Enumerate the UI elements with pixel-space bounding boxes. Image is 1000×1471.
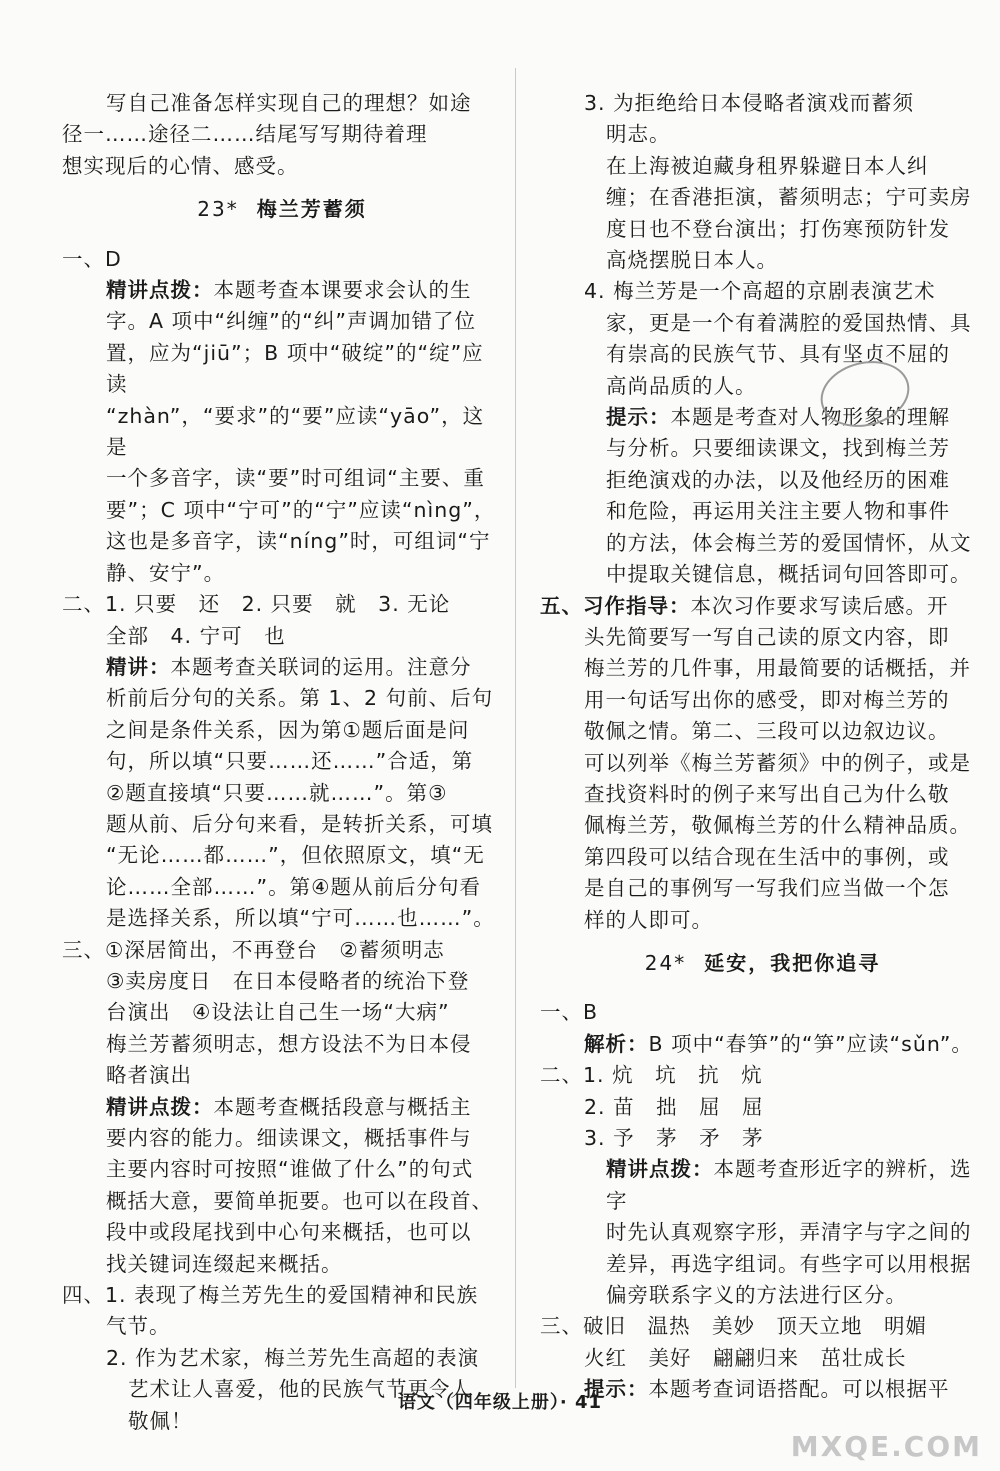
explain-text: 段中或段尾找到中心句来概括，也可以 bbox=[106, 1220, 472, 1245]
q2-answer: 全部 4. 宁可 也 bbox=[106, 623, 286, 648]
q3-answer: 梅兰芳蓄须明志，想方设法不为日本侵 bbox=[106, 1031, 472, 1056]
tip-text: 的方法，体会梅兰芳的爱国情怀，从文 bbox=[606, 530, 972, 555]
q5-text: 梅兰芳的几件事，用最简要的话概括，并 bbox=[584, 656, 971, 681]
q5-text: 敬佩之情。第二、三段可以边叙边议。 bbox=[584, 719, 950, 744]
explain-text: 论……全部……”。第④题从前后分句看 bbox=[106, 874, 481, 899]
q4-answer: 2. 作为艺术家，梅兰芳先生高超的表演 bbox=[106, 1345, 480, 1370]
s24-q2-answer: 二、1. 炕 坑 抗 炕 bbox=[540, 1063, 763, 1088]
q5-text: 是自己的事例写一写我们应当做一个怎 bbox=[584, 876, 950, 901]
q3-answer: 台演出 ④设法让自己生一场“大病” bbox=[106, 1000, 450, 1025]
s24-q2-answer: 3. 予 茅 矛 茅 bbox=[584, 1126, 764, 1150]
explain-label: 精讲： bbox=[106, 654, 171, 679]
tip-label: 提示： bbox=[584, 1377, 649, 1402]
tip-text: 与分析。只要细读课文，找到梅兰芳 bbox=[606, 436, 950, 461]
q2-answer: 二、1. 只要 还 2. 只要 就 3. 无论 bbox=[62, 592, 451, 617]
explain-label: 精讲点拨： bbox=[606, 1157, 714, 1182]
q5-text: 可以列举《梅兰芳蓄须》中的例子，或是 bbox=[584, 750, 971, 775]
explain-text: “无论……都……”，但依照原文，填“无 bbox=[106, 843, 485, 868]
tip-text: 本题考查词语搭配。可以根据平 bbox=[648, 1377, 950, 1402]
q3-answer: ③卖房度日 在日本侵略者的统治下登 bbox=[106, 968, 470, 993]
q4-3-answer: 缠；在香港拒演，蓄须明志；宁可卖房 bbox=[606, 185, 972, 210]
q3-answer: 三、①深居简出，不再登台 ②蓄须明志 bbox=[62, 937, 445, 962]
section-title-23 bbox=[62, 194, 502, 225]
q4-4-answer: 家，更是一个有着满腔的爱国热情、具 bbox=[606, 310, 972, 335]
page-footer: 语文（四年级上册）· 41 bbox=[397, 1392, 603, 1413]
explain-text: 字。A 项中“纠缠”的“纠”声调加错了位 bbox=[106, 309, 477, 334]
explain-text: 时先认真观察字形，弄清字与字之间的 bbox=[606, 1220, 972, 1245]
explain-text: 句，所以填“只要……还……”合适，第 bbox=[106, 749, 474, 774]
q4-3-answer: 3. 为拒绝给日本侵略者演戏而蓄须 bbox=[584, 91, 915, 115]
section-title: 延安，我把你追寻 bbox=[704, 950, 881, 975]
analysis-text: B 项中“春笋”的“笋”应读“sǔn”。 bbox=[648, 1031, 973, 1056]
section-number: 23* bbox=[197, 197, 239, 222]
q4-3-answer: 高烧摆脱日本人。 bbox=[606, 248, 778, 273]
q5-text: 用一句话写出你的感受，即对梅兰芳的 bbox=[584, 687, 950, 712]
explain-text: 之间是条件关系，因为第①题后面是问 bbox=[106, 717, 470, 742]
q1-answer: 一、D bbox=[62, 246, 122, 271]
explain-label: 精讲点拨： bbox=[106, 1094, 214, 1119]
q4-4-answer: 高尚品质的人。 bbox=[606, 373, 757, 398]
s24-q3-answer: 三、破旧 温热 美妙 顶天立地 明媚 bbox=[540, 1314, 927, 1339]
explain-text: 本题考查形近字的辨析，选字 bbox=[606, 1157, 972, 1213]
explain-text: 静、安宁”。 bbox=[106, 560, 226, 585]
tip-text: 拒绝演戏的办法，以及他经历的困难 bbox=[606, 467, 950, 492]
analysis-label: 解析： bbox=[584, 1031, 649, 1056]
explain-text: 要”；C 项中“宁可”的“宁”应读“nìng”， bbox=[106, 497, 496, 522]
tip-text: 和危险，再运用关注主要人物和事件 bbox=[606, 499, 950, 524]
explain-text: 一个多音字，读“要”时可组词“主要、重 bbox=[106, 466, 485, 491]
q5-text: 佩梅兰芳，敬佩梅兰芳的什么精神品质。 bbox=[584, 813, 971, 838]
explain-text: 差异，再选字组词。有些字可以用根据 bbox=[606, 1251, 972, 1276]
tip-text: 本题是考查对人物形象的理解 bbox=[670, 405, 950, 430]
explain-text: 析前后分句的关系。第 1、2 句前、后句 bbox=[106, 686, 494, 711]
q3-answer: 略者演出 bbox=[106, 1063, 192, 1088]
tip-text: 中提取关键信息，概括词句回答即可。 bbox=[606, 562, 972, 587]
explain-text: 主要内容时可按照“谁做了什么”的句式 bbox=[106, 1157, 474, 1182]
left-column bbox=[62, 88, 502, 1437]
site-watermark: MXQE.COM bbox=[790, 1430, 982, 1463]
intro-line: 想实现后的心情、感受。 bbox=[62, 153, 299, 178]
s24-q2-answer: 2. 苗 拙 屈 屈 bbox=[584, 1094, 764, 1119]
explain-label: 精讲点拨： bbox=[106, 278, 214, 303]
explain-text: 概括大意，要简单扼要。也可以在段首、 bbox=[106, 1188, 493, 1213]
explain-text: 是选择关系，所以填“宁可……也……”。 bbox=[106, 906, 495, 931]
tip-label: 提示： bbox=[606, 405, 671, 430]
right-column bbox=[540, 88, 985, 1406]
explain-text: 要内容的能力。细读课文，概括事件与 bbox=[106, 1126, 472, 1150]
q4-answer: 艺术让人喜爱，他的民族气节更令人 bbox=[128, 1377, 472, 1402]
q4-3-answer: 在上海被迫藏身租界躲避日本人纠 bbox=[606, 153, 929, 178]
explain-text: 本题考查关联词的运用。注意分 bbox=[170, 654, 472, 679]
q5-label: 五、习作指导： bbox=[540, 593, 691, 618]
explain-text: 题从前、后分句来看，是转折关系，可填 bbox=[106, 811, 493, 836]
s24-q3-answer: 火红 美好 翩翩归来 茁壮成长 bbox=[584, 1345, 907, 1370]
s24-q1-answer: 一、B bbox=[540, 1000, 599, 1025]
explain-text: “zhàn”，“要求”的“要”应读“yāo”，这是 bbox=[106, 403, 485, 460]
explain-text: 本题考查概括段意与概括主 bbox=[213, 1094, 472, 1119]
section-title-24 bbox=[540, 948, 985, 979]
q5-text: 第四段可以结合现在生活中的事例，或 bbox=[584, 844, 950, 869]
q4-3-answer: 明志。 bbox=[606, 122, 671, 147]
section-number: 24* bbox=[644, 950, 687, 975]
q4-4-answer: 4. 梅兰芳是一个高超的京剧表演艺术 bbox=[584, 279, 936, 304]
q4-answer: 敬佩！ bbox=[128, 1408, 193, 1433]
explain-text: ②题直接填“只要……就……”。第③ bbox=[106, 780, 448, 805]
intro-line: 写自己准备怎样实现自己的理想？如途 bbox=[106, 91, 472, 115]
q5-text: 头先简要写一写自己读的原文内容，即 bbox=[584, 624, 950, 649]
explain-text: 找关键词连缀起来概括。 bbox=[106, 1251, 343, 1276]
explain-text: 本题考查本课要求会认的生 bbox=[213, 278, 472, 303]
q4-answer: 气节。 bbox=[106, 1314, 171, 1339]
q5-text: 本次习作要求写读后感。开 bbox=[690, 593, 949, 618]
explain-text: 置，应为“jiū”；B 项中“破绽”的“绽”应读 bbox=[106, 340, 484, 397]
q4-answer: 四、1. 表现了梅兰芳先生的爱国精神和民族 bbox=[62, 1283, 479, 1308]
q4-3-answer: 度日也不登台演出；打伤寒预防针发 bbox=[606, 216, 950, 241]
q5-text: 查找资料时的例子来写出自己为什么敬 bbox=[584, 781, 950, 806]
q4-4-answer: 有崇高的民族气节、具有坚贞不屈的 bbox=[606, 342, 950, 367]
q5-text: 样的人即可。 bbox=[584, 907, 713, 932]
explain-text: 这也是多音字，读“níng”时，可组词“宁 bbox=[106, 529, 491, 554]
section-title: 梅兰芳蓄须 bbox=[256, 197, 367, 222]
column-divider bbox=[515, 68, 516, 1388]
intro-line: 径一……途径二……结尾写写期待着理 bbox=[62, 122, 428, 147]
explain-text: 偏旁联系字义的方法进行区分。 bbox=[606, 1283, 907, 1308]
